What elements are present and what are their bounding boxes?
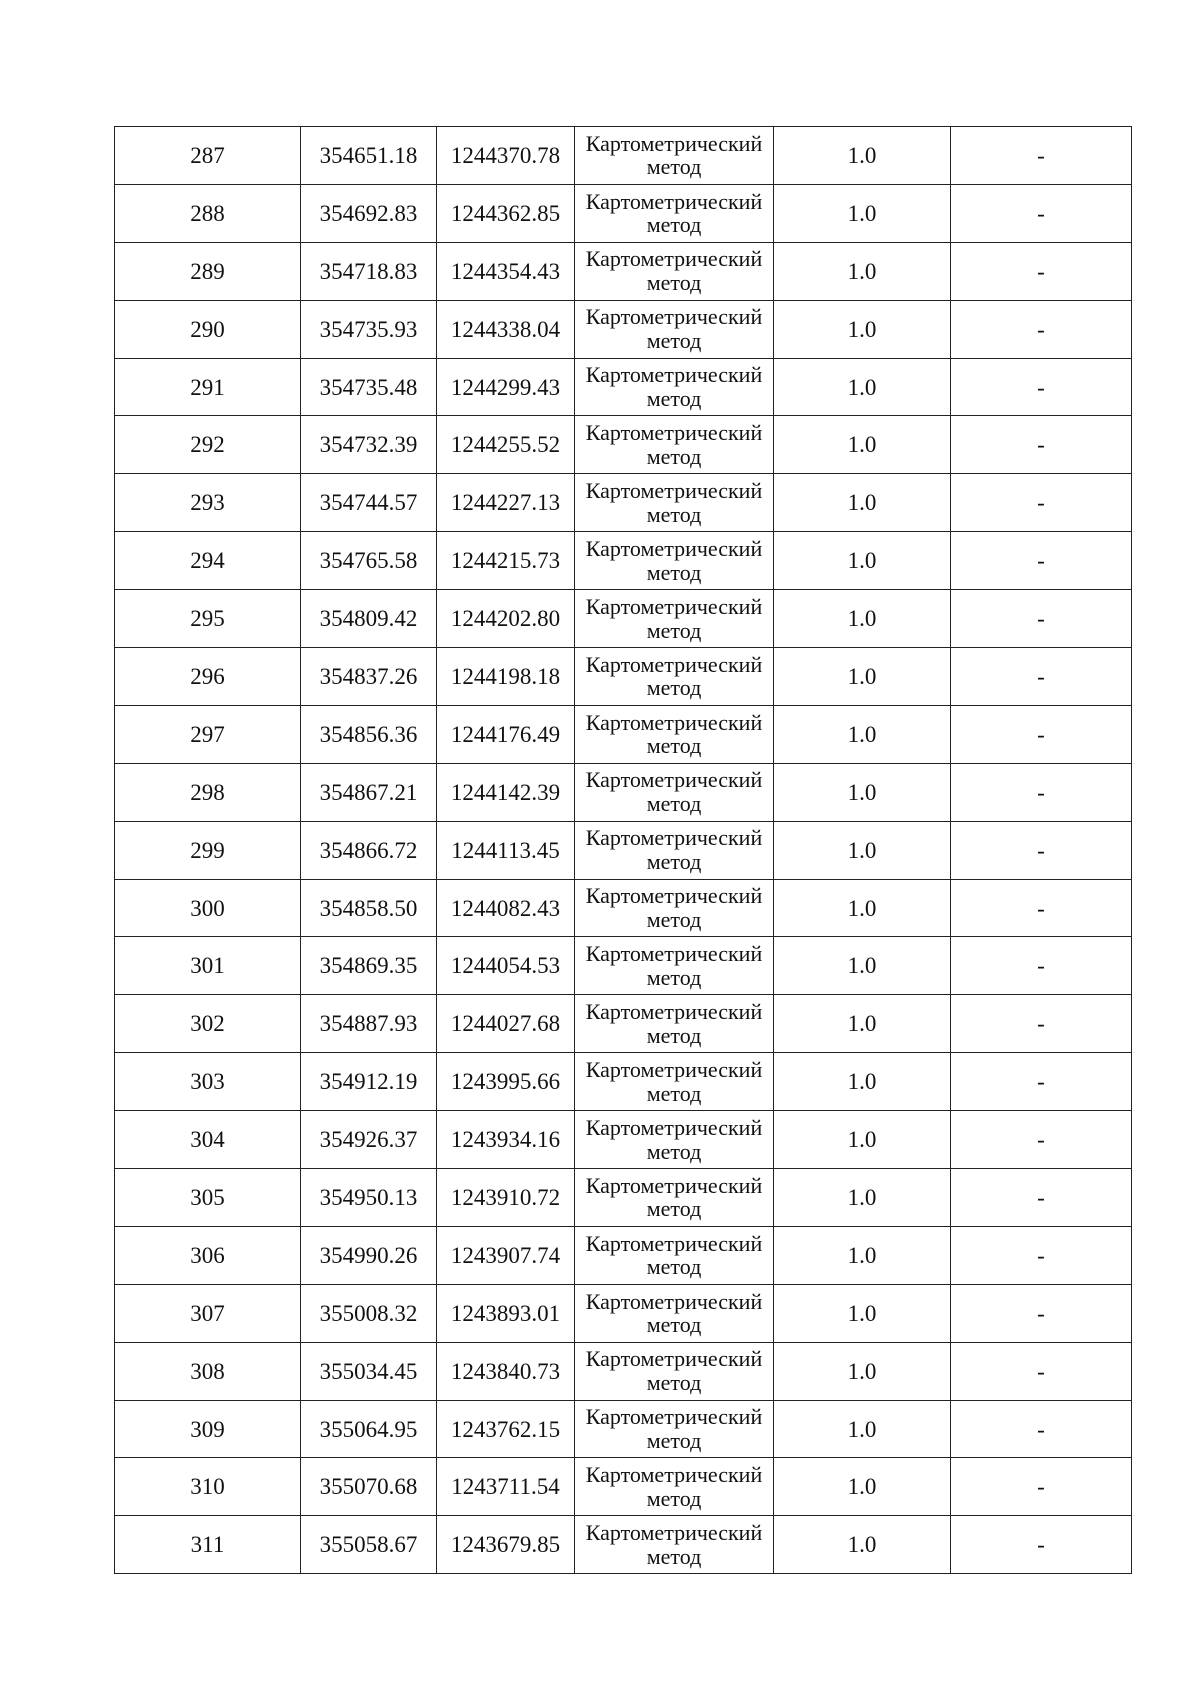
method-cell: Картометрический метод	[575, 879, 774, 937]
table-row	[115, 416, 1132, 474]
accuracy-cell: 1.0	[774, 1111, 951, 1169]
method-cell: Картометрический метод	[575, 590, 774, 648]
accuracy-cell: 1.0	[774, 879, 951, 937]
method-cell: Картометрический метод	[575, 474, 774, 532]
x-coordinate-cell: 354718.83	[301, 242, 437, 300]
table-row	[115, 300, 1132, 358]
table-row	[115, 1458, 1132, 1516]
table-row	[115, 127, 1132, 185]
x-coordinate-cell: 354735.48	[301, 358, 437, 416]
method-cell: Картометрический метод	[575, 1342, 774, 1400]
method-cell: Картометрический метод	[575, 763, 774, 821]
accuracy-cell: 1.0	[774, 705, 951, 763]
y-coordinate-cell: 1244176.49	[437, 705, 575, 763]
table-row	[115, 1342, 1132, 1400]
coordinates-table-body	[115, 127, 1132, 1574]
description-cell: -	[951, 1111, 1132, 1169]
table-row	[115, 763, 1132, 821]
table-row	[115, 1111, 1132, 1169]
y-coordinate-cell: 1243840.73	[437, 1342, 575, 1400]
method-cell: Картометрический метод	[575, 1226, 774, 1284]
description-cell: -	[951, 127, 1132, 185]
y-coordinate-cell: 1243711.54	[437, 1458, 575, 1516]
y-coordinate-cell: 1244338.04	[437, 300, 575, 358]
y-coordinate-cell: 1244198.18	[437, 648, 575, 706]
point-number-cell: 291	[115, 358, 301, 416]
x-coordinate-cell: 354926.37	[301, 1111, 437, 1169]
description-cell: -	[951, 1226, 1132, 1284]
x-coordinate-cell: 354869.35	[301, 937, 437, 995]
y-coordinate-cell: 1243762.15	[437, 1400, 575, 1458]
x-coordinate-cell: 354765.58	[301, 532, 437, 590]
point-number-cell: 297	[115, 705, 301, 763]
x-coordinate-cell: 355070.68	[301, 1458, 437, 1516]
accuracy-cell: 1.0	[774, 1516, 951, 1574]
x-coordinate-cell: 355034.45	[301, 1342, 437, 1400]
table-row	[115, 821, 1132, 879]
accuracy-cell: 1.0	[774, 1342, 951, 1400]
table-row	[115, 532, 1132, 590]
y-coordinate-cell: 1244255.52	[437, 416, 575, 474]
description-cell: -	[951, 648, 1132, 706]
y-coordinate-cell: 1243679.85	[437, 1516, 575, 1574]
description-cell: -	[951, 242, 1132, 300]
point-number-cell: 287	[115, 127, 301, 185]
x-coordinate-cell: 354867.21	[301, 763, 437, 821]
method-cell: Картометрический метод	[575, 1053, 774, 1111]
x-coordinate-cell: 354887.93	[301, 995, 437, 1053]
point-number-cell: 310	[115, 1458, 301, 1516]
x-coordinate-cell: 354912.19	[301, 1053, 437, 1111]
point-number-cell: 288	[115, 184, 301, 242]
description-cell: -	[951, 879, 1132, 937]
table-row	[115, 1226, 1132, 1284]
x-coordinate-cell: 354692.83	[301, 184, 437, 242]
y-coordinate-cell: 1244362.85	[437, 184, 575, 242]
y-coordinate-cell: 1243910.72	[437, 1169, 575, 1227]
accuracy-cell: 1.0	[774, 184, 951, 242]
accuracy-cell: 1.0	[774, 1400, 951, 1458]
y-coordinate-cell: 1243893.01	[437, 1284, 575, 1342]
description-cell: -	[951, 358, 1132, 416]
table-row	[115, 358, 1132, 416]
table-row	[115, 184, 1132, 242]
description-cell: -	[951, 937, 1132, 995]
description-cell: -	[951, 821, 1132, 879]
method-cell: Картометрический метод	[575, 937, 774, 995]
x-coordinate-cell: 354950.13	[301, 1169, 437, 1227]
accuracy-cell: 1.0	[774, 1053, 951, 1111]
method-cell: Картометрический метод	[575, 1400, 774, 1458]
x-coordinate-cell: 354809.42	[301, 590, 437, 648]
method-cell: Картометрический метод	[575, 821, 774, 879]
point-number-cell: 290	[115, 300, 301, 358]
method-cell: Картометрический метод	[575, 184, 774, 242]
description-cell: -	[951, 1053, 1132, 1111]
point-number-cell: 301	[115, 937, 301, 995]
table-row	[115, 474, 1132, 532]
point-number-cell: 300	[115, 879, 301, 937]
accuracy-cell: 1.0	[774, 358, 951, 416]
x-coordinate-cell: 354858.50	[301, 879, 437, 937]
x-coordinate-cell: 354990.26	[301, 1226, 437, 1284]
y-coordinate-cell: 1244027.68	[437, 995, 575, 1053]
y-coordinate-cell: 1244082.43	[437, 879, 575, 937]
description-cell: -	[951, 1458, 1132, 1516]
table-row	[115, 705, 1132, 763]
point-number-cell: 306	[115, 1226, 301, 1284]
y-coordinate-cell: 1243995.66	[437, 1053, 575, 1111]
method-cell: Картометрический метод	[575, 1516, 774, 1574]
method-cell: Картометрический метод	[575, 705, 774, 763]
method-cell: Картометрический метод	[575, 1458, 774, 1516]
method-cell: Картометрический метод	[575, 242, 774, 300]
point-number-cell: 303	[115, 1053, 301, 1111]
y-coordinate-cell: 1244113.45	[437, 821, 575, 879]
accuracy-cell: 1.0	[774, 1458, 951, 1516]
x-coordinate-cell: 354837.26	[301, 648, 437, 706]
method-cell: Картометрический метод	[575, 532, 774, 590]
table-row	[115, 1053, 1132, 1111]
point-number-cell: 295	[115, 590, 301, 648]
y-coordinate-cell: 1244202.80	[437, 590, 575, 648]
point-number-cell: 299	[115, 821, 301, 879]
y-coordinate-cell: 1244142.39	[437, 763, 575, 821]
method-cell: Картометрический метод	[575, 1284, 774, 1342]
x-coordinate-cell: 354744.57	[301, 474, 437, 532]
x-coordinate-cell: 354856.36	[301, 705, 437, 763]
table-row	[115, 995, 1132, 1053]
method-cell: Картометрический метод	[575, 1111, 774, 1169]
accuracy-cell: 1.0	[774, 1284, 951, 1342]
point-number-cell: 292	[115, 416, 301, 474]
point-number-cell: 302	[115, 995, 301, 1053]
point-number-cell: 307	[115, 1284, 301, 1342]
x-coordinate-cell: 355008.32	[301, 1284, 437, 1342]
table-row	[115, 648, 1132, 706]
accuracy-cell: 1.0	[774, 474, 951, 532]
point-number-cell: 311	[115, 1516, 301, 1574]
point-number-cell: 304	[115, 1111, 301, 1169]
accuracy-cell: 1.0	[774, 1169, 951, 1227]
method-cell: Картометрический метод	[575, 648, 774, 706]
x-coordinate-cell: 354866.72	[301, 821, 437, 879]
y-coordinate-cell: 1243907.74	[437, 1226, 575, 1284]
table-row	[115, 1516, 1132, 1574]
point-number-cell: 305	[115, 1169, 301, 1227]
method-cell: Картометрический метод	[575, 995, 774, 1053]
description-cell: -	[951, 416, 1132, 474]
accuracy-cell: 1.0	[774, 648, 951, 706]
y-coordinate-cell: 1243934.16	[437, 1111, 575, 1169]
y-coordinate-cell: 1244354.43	[437, 242, 575, 300]
description-cell: -	[951, 1342, 1132, 1400]
y-coordinate-cell: 1244054.53	[437, 937, 575, 995]
x-coordinate-cell: 354735.93	[301, 300, 437, 358]
accuracy-cell: 1.0	[774, 590, 951, 648]
accuracy-cell: 1.0	[774, 127, 951, 185]
point-number-cell: 294	[115, 532, 301, 590]
description-cell: -	[951, 1284, 1132, 1342]
method-cell: Картометрический метод	[575, 1169, 774, 1227]
y-coordinate-cell: 1244370.78	[437, 127, 575, 185]
method-cell: Картометрический метод	[575, 300, 774, 358]
description-cell: -	[951, 995, 1132, 1053]
table-row	[115, 1284, 1132, 1342]
table-row	[115, 879, 1132, 937]
description-cell: -	[951, 705, 1132, 763]
x-coordinate-cell: 355064.95	[301, 1400, 437, 1458]
point-number-cell: 309	[115, 1400, 301, 1458]
y-coordinate-cell: 1244299.43	[437, 358, 575, 416]
accuracy-cell: 1.0	[774, 995, 951, 1053]
accuracy-cell: 1.0	[774, 532, 951, 590]
point-number-cell: 308	[115, 1342, 301, 1400]
accuracy-cell: 1.0	[774, 300, 951, 358]
y-coordinate-cell: 1244227.13	[437, 474, 575, 532]
description-cell: -	[951, 1516, 1132, 1574]
description-cell: -	[951, 300, 1132, 358]
description-cell: -	[951, 184, 1132, 242]
accuracy-cell: 1.0	[774, 1226, 951, 1284]
table-row	[115, 242, 1132, 300]
description-cell: -	[951, 1400, 1132, 1458]
y-coordinate-cell: 1244215.73	[437, 532, 575, 590]
method-cell: Картометрический метод	[575, 127, 774, 185]
description-cell: -	[951, 763, 1132, 821]
table-row	[115, 1400, 1132, 1458]
table-row	[115, 1169, 1132, 1227]
x-coordinate-cell: 355058.67	[301, 1516, 437, 1574]
accuracy-cell: 1.0	[774, 416, 951, 474]
accuracy-cell: 1.0	[774, 763, 951, 821]
method-cell: Картометрический метод	[575, 416, 774, 474]
table-row	[115, 937, 1132, 995]
point-number-cell: 298	[115, 763, 301, 821]
method-cell: Картометрический метод	[575, 358, 774, 416]
point-number-cell: 289	[115, 242, 301, 300]
accuracy-cell: 1.0	[774, 242, 951, 300]
point-number-cell: 296	[115, 648, 301, 706]
table-row	[115, 590, 1132, 648]
accuracy-cell: 1.0	[774, 821, 951, 879]
x-coordinate-cell: 354651.18	[301, 127, 437, 185]
description-cell: -	[951, 474, 1132, 532]
description-cell: -	[951, 1169, 1132, 1227]
point-number-cell: 293	[115, 474, 301, 532]
description-cell: -	[951, 590, 1132, 648]
accuracy-cell: 1.0	[774, 937, 951, 995]
coordinates-table	[114, 126, 1132, 1574]
description-cell: -	[951, 532, 1132, 590]
x-coordinate-cell: 354732.39	[301, 416, 437, 474]
